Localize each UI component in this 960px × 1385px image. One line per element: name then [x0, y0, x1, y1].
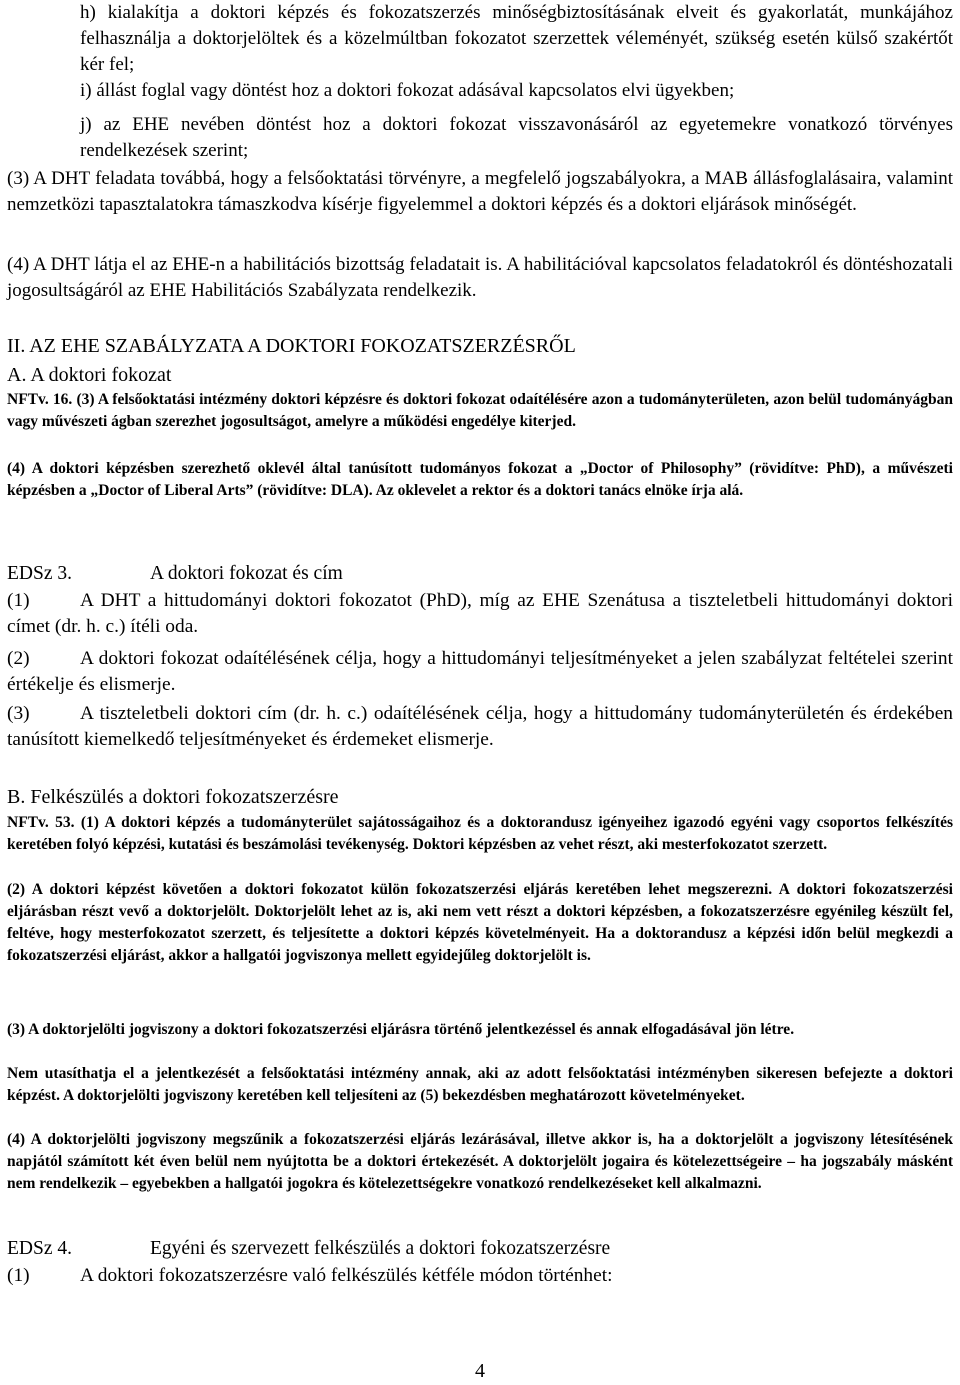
- subsection-b-title: B. Felkészülés a doktori fokozatszerzésre: [7, 786, 339, 808]
- edsz4-p1-text: A doktori fokozatszerzésre való felkészülés kétféle módon történhet:: [80, 1265, 613, 1286]
- item-j: j) az EHE nevében döntést hoz a doktori fokozat visszavonásáról az egyetemekre vonatkozó törvényes rendelkezések szerint;: [80, 114, 953, 161]
- paragraph-4: (4) A DHT látja el az EHE-n a habilitációs bizottság feladatait is. A habilitációval kapcsolatos feladatokról és döntéshozatali jogosultságáról az EHE Habilitációs Szabályzata rendelkezik.: [7, 254, 953, 301]
- edsz3-p2-number: (2): [7, 648, 30, 669]
- edsz3-p3-number: (3): [7, 703, 30, 724]
- nftv53-paragraph-3: (3) A doktorjelölti jogviszony a doktori fokozatszerzési eljárásra történő jelentkezéssel és annak elfogadásával jön létre.: [7, 1021, 795, 1038]
- edsz3-paragraph-1: [7, 588, 953, 640]
- nftv53-paragraph-1: NFTv. 53. (1) A doktori képzés a tudományterület sajátosságaihoz és a doktorandusz igényeihez igazodó egyéni vagy csoportos felkészítés keretében folyó képzési, kutatási és beszámolási tevékenység. Doktori képzésben az vehet részt, aki mesterfokozatot szerzett.: [7, 814, 953, 853]
- edsz4-p1-number: (1): [7, 1265, 30, 1286]
- edsz4-label: EDSz 4.: [7, 1238, 72, 1259]
- edsz3-paragraph-3: [7, 701, 953, 753]
- item-h: h) kialakítja a doktori képzés és fokozatszerzés minőségbiztosításának elveit és gyakorlatát, munkájához felhasználja a doktorjelöltek és a közelmúltban fokozatot szerzettek véleményét, szükség esetén külső szakértőt kér fel;: [80, 2, 953, 75]
- nftv16-paragraph-4: (4) A doktori képzésben szerezhető oklevél által tanúsított tudományos fokozat a „Doctor of Philosophy” (rövidítve: PhD), a művészeti képzésben a „Doctor of Liberal Arts” (rövidítve: DLA). Az oklevelet a rektor és a doktori tanács elnöke írja alá.: [7, 460, 953, 499]
- subsection-a-title: A. A doktori fokozat: [7, 364, 172, 386]
- nftv53-paragraph-2: (2) A doktori képzést követően a doktori fokozatot külön fokozatszerzési eljárás keretében lehet megszerezni. A doktori fokozatszerzési eljárásban részt vevő a doktorjelölt. Doktorjelölt lehet az is, aki nem vett részt a doktori képzésben, a fokozatszerzésre egyénileg készült fel, feltéve, hogy mesterfokozatot szerzett, és teljesítette a doktori képzés követelményeit. Ha a doktorandusz a képzési időn belül megkezdi a fokozatszerzési eljárást, akkor a hallgatói jogviszonya mellett egyidejűleg doktorjelölt is.: [7, 881, 953, 964]
- edsz3-label: EDSz 3.: [7, 563, 72, 584]
- item-i: i) állást foglal vagy döntést hoz a doktori fokozat adásával kapcsolatos elvi ügyekben;: [80, 80, 735, 101]
- nftv53-paragraph-3b: Nem utasíthatja el a jelentkezését a felsőoktatási intézmény annak, aki az adott felsőoktatási intézményben sikeresen befejezte a doktori képzést. A doktorjelölti jogviszony keretében kell teljesíteni az (5) bekezdésben meghatározott követelményeket.: [7, 1065, 953, 1104]
- edsz3-p2-text: A doktori fokozat odaítélésének célja, hogy a hittudományi teljesítményeket a jelen szabályzat feltételei szerint értékelje és elismerje.: [7, 648, 953, 695]
- edsz4-title: Egyéni és szervezett felkészülés a doktori fokozatszerzésre: [150, 1238, 611, 1259]
- edsz3-title: A doktori fokozat és cím: [150, 563, 343, 584]
- edsz4-heading: [7, 1236, 611, 1262]
- nftv53-paragraph-4: (4) A doktorjelölti jogviszony megszűnik a fokozatszerzési eljárás lezárásával, illetve akkor is, ha a doktorjelölt a jogviszony létesítésének napjától számított két éven belül nem nyújtotta be a doktori értekezését. A doktorjelölt jogaira és kötelezettségeire – ha jogszabály másként nem rendelkezik – egyebekben a hallgatói jogokra és kötelezettségekre vonatkozó rendelkezéseket kell alkalmazni.: [7, 1131, 953, 1192]
- nftv16-reference: NFTv. 16.: [7, 391, 73, 408]
- page-number: 4: [475, 1360, 485, 1382]
- paragraph-3: (3) A DHT feladata továbbá, hogy a felsőoktatási törvényre, a megfelelő jogszabályokra, a MAB állásfoglalásaira, valamint nemzetközi tapasztalatokra támaszkodva kísérje figyelemmel a doktori képzés és a doktori eljárások minőségét.: [7, 168, 953, 215]
- edsz4-paragraph-1: [7, 1263, 953, 1289]
- edsz3-p3-text: A tiszteletbeli doktori cím (dr. h. c.) odaítélésének célja, hogy a hittudomány tudományterületén és érdekében tanúsított kiemelkedő teljesítményeket és érdemeket elismerje.: [7, 703, 953, 750]
- edsz3-paragraph-2: [7, 646, 953, 698]
- edsz3-p1-number: (1): [7, 590, 30, 611]
- nftv16-paragraph-3: [7, 389, 953, 433]
- edsz3-p1-text: A DHT a hittudományi doktori fokozatot (PhD), míg az EHE Szenátusa a tiszteletbeli hittudományi doktori címet (dr. h. c.) ítéli oda.: [7, 590, 953, 637]
- section-ii-title: II. AZ EHE SZABÁLYZATA A DOKTORI FOKOZATSZERZÉSRŐL: [7, 335, 576, 357]
- edsz3-heading: [7, 561, 343, 587]
- nftv16-paragraph-3-text: (3) A felsőoktatási intézmény doktori képzésre és doktori fokozat odaítélésére azon a tudományterületen, azon belül tudományágban vagy művészeti ágban szerezhet jogosultságot, amelyre a működési engedélye kiterjed.: [7, 391, 954, 430]
